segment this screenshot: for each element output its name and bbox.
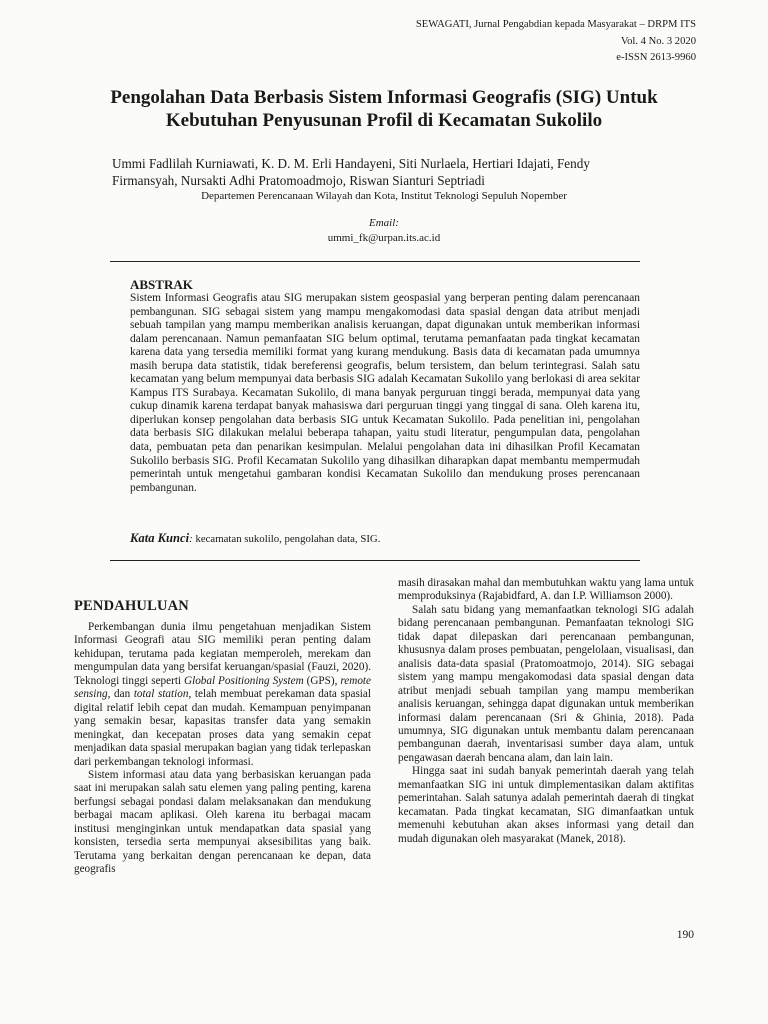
- keywords: [130, 531, 640, 546]
- author-list-line-1: Ummi Fadlilah Kurniawati, K. D. M. Erli Handayeni, Siti Nurlaela, Hertiari Idajati, Fendy: [112, 156, 590, 171]
- author-list: [112, 155, 678, 189]
- intro-p1-text-c: , dan: [107, 688, 134, 701]
- abstract-body: Sistem Informasi Geografis atau SIG merupakan sistem geospasial yang berperan penting dalam perencanaan pembangunan. SIG sebagai sistem yang mampu mengakomodasi data spasial dengan data atribut menjadi sebuah tampilan yang mampu memberikan analisis keruangan, dapat digunakan untuk memberikan informasi dalam perencanaan. Namun pemanfaatan SIG belum optimal, terutama pemanfaatan pada tingkat kecamatan karena data yang tersedia memiliki format yang kurang mendukung. Basis data di kecamatan pada umumnya masih berupa data statistik, tidak bereferensi geografis, belum tersistem, dan belum terintegrasi. Salah satu kecamatan yang belum mempunyai data berbasis SIG adalah Kecamatan Sukolilo yang berlokasi di area sekitar Kampus ITS Surabaya. Kecamatan Sukolilo, di mana banyak perguruan tinggi berada, mempunyai data yang cukup dinamik karena terdapat banyak mahasiswa dari perguruan tinggi yang tinggal di sana. Oleh karena itu, diperlukan konsep pengolahan data berbasis SIG untuk Kecamatan Sukolilo. Pada penelitian ini, pengolahan data berbasis SIG dilakukan melalui beberapa tahapan, yaitu studi literatur, pengumpulan data, pengolahan data, pembuatan peta dan penarikan kesimpulan. Melalui pengolahan data ini dihasilkan Profil Kecamatan Sukolilo berbasis SIG. Profil Kecamatan Sukolilo yang dihasilkan diharapkan dapat membantu mempermudah pemerintah untuk mengetahui gambaran kondisi Kecamatan Sukolilo dan mendukung proses perencanaan pembangunan.: [130, 292, 640, 494]
- abstract-bottom-divider: [110, 560, 640, 561]
- affiliation: Departemen Perencanaan Wilayah dan Kota, Institut Teknologi Sepuluh Nopember: [201, 190, 567, 202]
- intro-paragraph-2: Sistem informasi atau data yang berbasiskan keruangan pada saat ini merupakan salah satu elemen yang paling penting, karena berfungsi sebagai pondasi dalam melaksanakan dan mendukung berbagai macam aplikasi. Oleh karena itu berbagai macam institusi menginginkan untuk mendapatkan data spasial yang konsisten, tersedia serta mempunyai aksesibilitas yang baik. Terutama yang berkaitan dengan perencanaan ke depan, data geografis: [74, 768, 371, 876]
- paper-title-line-1: Pengolahan Data Berbasis Sistem Informasi Geografis (SIG) Untuk: [110, 87, 658, 108]
- journal-name: SEWAGATI, Jurnal Pengabdian kepada Masyarakat – DRPM ITS: [415, 19, 696, 30]
- abstract-heading: ABSTRAK: [130, 277, 193, 292]
- intro-p1-text-d: , telah membuat perekaman data spasial digital relatif lebih cepat dan mudah. Kemampuan penyimpanan yang semakin besar, kapasitas transfer data yang semakin meningkat, dan kecepatan proses data yang semakin cepat menjadikan data spasial merupakan bagian yang tidak terlepaskan dari perkembangan teknologi informasi.: [74, 688, 371, 768]
- intro-p1-gps-term: Global Positioning System: [184, 674, 304, 687]
- right-column: [398, 577, 694, 846]
- intro-paragraph-4: Hingga saat ini sudah banyak pemerintah daerah yang telah memanfaatkan SIG ini untuk dimplementasikan dalam aktifitas pemerintahan. Salah satunya adalah pemerintah daerah di tingkat kecamatan. Pada tingkat kecamatan, SIG dimanfaatkan untuk memenuhi kebutuhan akan akses informasi yang detail dan mudah digunakan oleh masyarakat (Manek, 2018).: [398, 765, 694, 845]
- intro-paragraph-3: Salah satu bidang yang memanfaatkan teknologi SIG adalah bidang perencanaan pembangunan. Pemanfaatan teknologi SIG tidak dapat dilepaskan dari perencanaan pembangunan, khususnya dalam proses pembuatan, pengelolaan, visualisasi, dan analisis data-data spasial (Pratomoatmojo, 2014). SIG sebagai sistem yang mampu mengakomodasi data spasial dengan data atribut menjadi sebuah tampilan yang mampu memberikan analisis keruangan, sehingga dapat digunakan untuk memberikan informasi dalam perencanaan (Sri & Ghinia, 2018). Pada umumnya, SIG digunakan untuk membantu dalam perencanaan pembangunan daerah, inventarisasi sumber daya alam, untuk pengawasan daerah bencana alam, dan lain lain.: [398, 603, 694, 764]
- intro-paragraph-2-continued: masih dirasakan mahal dan membutuhkan waktu yang lama untuk memproduksinya (Rajabidfard, A. dan I.P. Williamson 2000).: [398, 577, 694, 603]
- intro-p1-text-b: (GPS),: [303, 674, 341, 687]
- keywords-label: Kata Kunci: [130, 531, 190, 545]
- keywords-list: kecamatan sukolilo, pengolahan data, SIG.: [195, 533, 381, 545]
- paper-title-line-2: Kebutuhan Penyusunan Profil di Kecamatan Sukolilo: [165, 110, 603, 131]
- intro-p1-total-station-term: total station: [133, 688, 189, 701]
- section-heading-pendahuluan: PENDAHULUAN: [74, 598, 189, 614]
- page-number: 190: [676, 929, 694, 941]
- journal-volume: Vol. 4 No. 3 2020: [620, 35, 696, 47]
- abstract-top-divider: [110, 261, 640, 262]
- email-label: Email:: [369, 217, 399, 229]
- keywords-separator: :: [189, 533, 196, 545]
- intro-p1-text-a: Perkembangan dunia ilmu pengetahuan menjadikan Sistem Informasi Geografi atau SIG memiliki peran penting dalam kehidupan, terutama pada kegiatan memperoleh, merekam dan mengumpulan data yang bersifat keruangan/spasial (Fauzi, 2020). Teknologi tinggi seperti: [74, 621, 371, 687]
- journal-issn: e-ISSN 2613-9960: [616, 52, 696, 63]
- author-list-line-2: Firmansyah, Nursakti Adhi Pratomoadmojo, Riswan Sianturi Septriadi: [112, 173, 485, 188]
- intro-paragraph-1: [74, 621, 371, 769]
- email-address: ummi_fk@urpan.its.ac.id: [327, 232, 441, 244]
- left-column: [74, 621, 371, 877]
- journal-header: [276, 17, 696, 67]
- paper-title: [60, 86, 708, 132]
- intro-p1-remote-sensing-term: remote sensing: [74, 674, 371, 701]
